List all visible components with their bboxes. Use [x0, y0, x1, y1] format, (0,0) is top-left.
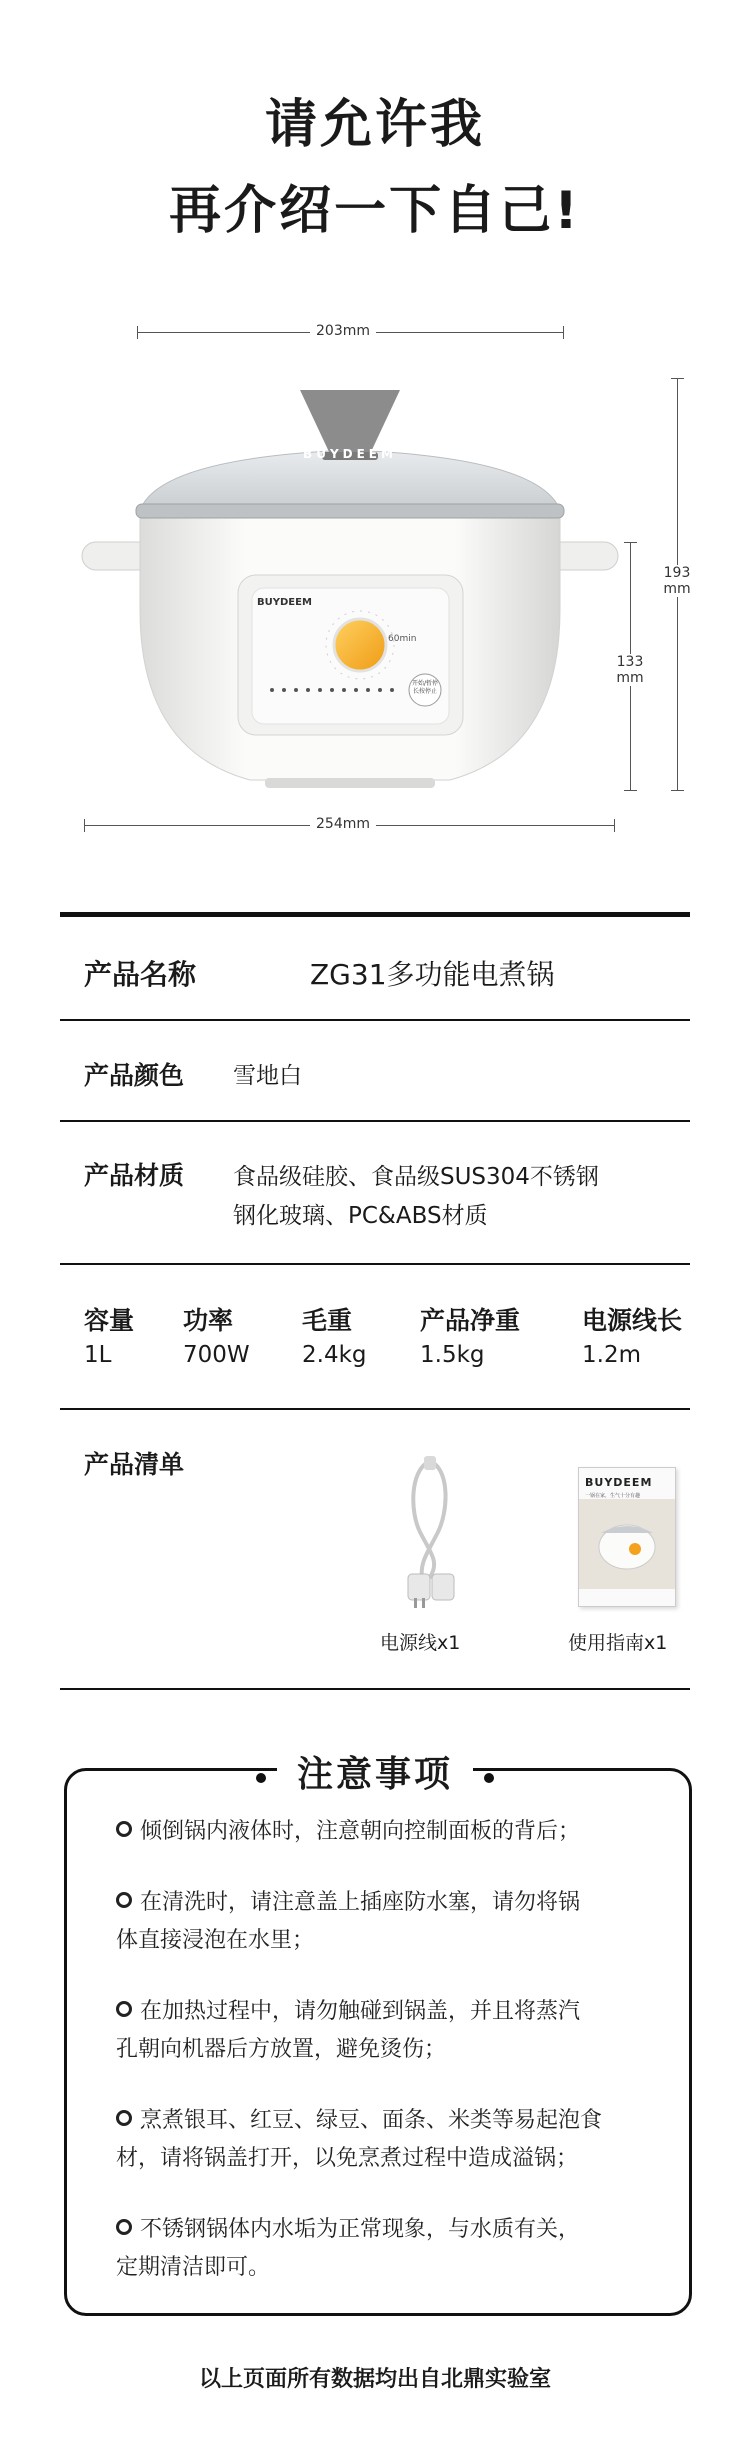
notice-item-2: 在清洗时，请注意盖上插座防水塞，请勿将锅 体直接浸泡在水里； [116, 1890, 581, 1953]
bullet-icon [116, 2110, 132, 2126]
bullet-icon [116, 1821, 132, 1837]
notice-title: 注意事项 [277, 1754, 473, 1795]
bullet-icon [116, 2001, 132, 2017]
spec-capacity-value: 1L [84, 1342, 112, 1368]
bullet-icon [116, 1892, 132, 1908]
notice-item-4: 烹煮银耳、红豆、绿豆、面条、米类等易起泡食 材，请将锅盖打开，以免烹煮过程中造成溢锅； [116, 2108, 603, 2171]
dim-height-body: 133 mm [610, 654, 650, 686]
spec-gross-weight-label: 毛重 [302, 1306, 353, 1335]
dim-height-total-tick-top [671, 378, 684, 379]
spec-divider-3 [60, 1263, 690, 1265]
spec-packing-label: 产品清单 [84, 1450, 185, 1479]
headline-line2: 再介绍一下自己! [169, 181, 581, 241]
dim-bottom-tick-right [614, 819, 615, 832]
panel-brand: BUYDEEM [257, 597, 312, 608]
spec-divider-4 [60, 1408, 690, 1410]
cooker-illustration [70, 370, 630, 800]
dim-height-total-tick-bottom [671, 790, 684, 791]
spec-divider-1 [60, 1019, 690, 1021]
spec-name-value: ZG31多功能电煮锅 [310, 958, 555, 991]
lid-rim [136, 504, 564, 518]
spec-cord-length-label: 电源线长 [582, 1306, 683, 1335]
spec-bottom-rule [60, 1688, 690, 1690]
spec-net-weight-value: 1.5kg [420, 1342, 485, 1368]
manual-brand: BUYDEEM [585, 1476, 653, 1489]
spec-material-line2: 钢化玻璃、PC&ABS材质 [233, 1203, 488, 1229]
notice-title-dot-right [484, 1773, 494, 1783]
spec-material-label: 产品材质 [84, 1161, 185, 1190]
spec-color-label: 产品颜色 [84, 1061, 185, 1090]
notice-item-3: 在加热过程中，请勿触碰到锅盖，并且将蒸汽 孔朝向机器后方放置，避免烫伤； [116, 1999, 581, 2062]
dim-top-tick-left [137, 326, 138, 339]
notice-item-5: 不锈钢锅体内水垢为正常现象，与水质有关， 定期清洁即可。 [116, 2217, 581, 2280]
dim-width-top: 203mm [310, 323, 376, 339]
knob-label: 60min [388, 634, 417, 644]
dim-top-tick-right [563, 326, 564, 339]
lid-knob [300, 390, 400, 454]
notice-title-dot-left [256, 1773, 266, 1783]
spec-gross-weight-value: 2.4kg [302, 1342, 367, 1368]
pot-base [265, 778, 435, 788]
spec-material-line1: 食品级硅胶、食品级SUS304不锈钢 [233, 1164, 599, 1190]
spec-name-label: 产品名称 [84, 958, 197, 991]
manual-icon [578, 1467, 676, 1607]
spec-power-value: 700W [183, 1342, 250, 1368]
dim-width-bottom: 254mm [310, 816, 376, 832]
dim-height-total: 193 mm [657, 565, 697, 597]
footer-note: 以上页面所有数据均出自北鼎实验室 [198, 2367, 551, 2392]
timer-knob[interactable] [334, 619, 386, 671]
lid-brand: BUYDEEM [303, 447, 397, 461]
power-cord-icon [380, 1452, 480, 1612]
panel-button-label: 开始/暂停 长按停止 [411, 680, 439, 695]
headline-line1: 请允许我 [264, 95, 485, 155]
dim-bottom-tick-left [84, 819, 85, 832]
notice-title-wrap [0, 1746, 750, 1797]
spec-power-label: 功率 [183, 1306, 234, 1335]
spec-cord-length-value: 1.2m [582, 1342, 641, 1368]
spec-net-weight-label: 产品净重 [420, 1306, 521, 1335]
manual-tagline: 一锅在家，生气十分有趣 [585, 1493, 641, 1499]
spec-top-rule [60, 912, 690, 917]
spec-color-value: 雪地白 [233, 1063, 302, 1089]
packing-manual-caption: 使用指南x1 [568, 1632, 668, 1654]
spec-divider-2 [60, 1120, 690, 1122]
notice-item-1: 倾倒锅内液体时，注意朝向控制面板的背后； [116, 1813, 676, 1851]
spec-capacity-label: 容量 [84, 1306, 135, 1335]
bullet-icon [116, 2219, 132, 2235]
packing-cord-caption: 电源线x1 [380, 1632, 461, 1654]
